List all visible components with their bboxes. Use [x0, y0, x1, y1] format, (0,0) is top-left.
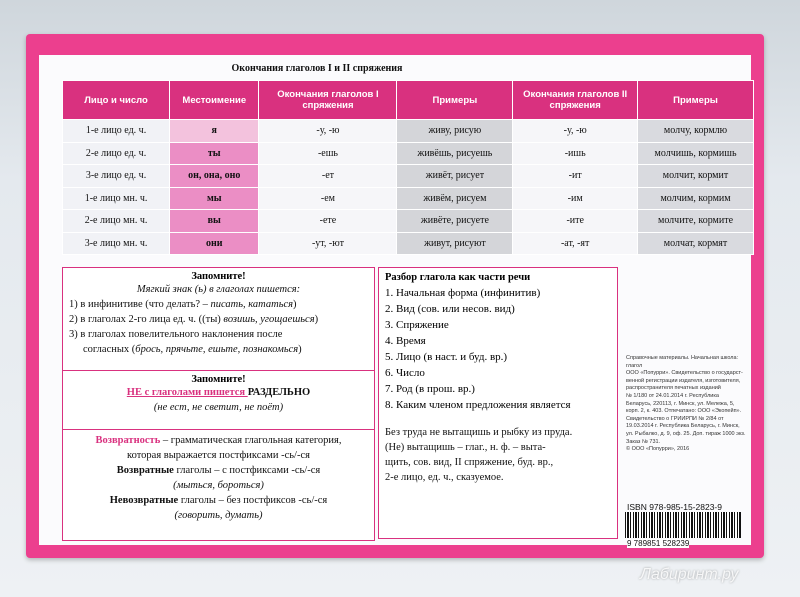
example-line: 2-е лицо, ед. ч., сказуемое.: [385, 472, 504, 483]
list-item: 3. Спряжение: [385, 319, 449, 331]
list-item: 5. Лицо (в наст. и буд. вр.): [385, 351, 508, 363]
cell-example-1: живу, рисую: [397, 120, 513, 143]
soft-sign-rule-1: 1) в инфинитиве (что делать? – писать, кататься): [69, 299, 297, 310]
cell-example-2: молчишь, кормишь: [638, 142, 754, 165]
reflexive-verbs: Возвратные глаголы – с постфиксами -сь/-ся (мыться, бороться): [116, 465, 321, 491]
header-pronoun: Местоимение: [170, 81, 259, 120]
ne-example: (не ест, не светит, не поёт): [153, 402, 284, 413]
cell-example-1: живёшь, рисуешь: [397, 142, 513, 165]
cell-ending-1: -у, -ю: [259, 120, 397, 143]
watermark-logo: Лабиринт.ру: [640, 566, 739, 583]
reflexive-section: [63, 430, 374, 526]
soft-sign-subtitle: Мягкий знак (ь) в глаголах пишется:: [136, 284, 301, 295]
cell-person: 2-е лицо ед. ч.: [63, 142, 170, 165]
cell-example-2: молчит, кормит: [638, 165, 754, 188]
conjugation-table: [62, 80, 754, 255]
cell-example-2: молчите, кормите: [638, 210, 754, 233]
reflexive-definition: Возвратность – грамматическая глагольная категория, которая выражается постфиксами -сь/-ся: [95, 435, 342, 461]
non-reflexive-verbs: Невозвратные глаголы – без постфиксов -сь/-ся (говорить, думать): [109, 495, 328, 521]
cell-pronoun: я: [170, 120, 259, 143]
cell-ending-1: -ешь: [259, 142, 397, 165]
parsing-steps: [385, 285, 611, 413]
cell-person: 1-е лицо мн. ч.: [63, 187, 170, 210]
cell-ending-2: -ат, -ят: [513, 232, 638, 255]
soft-sign-rule-2: 2) в глаголах 2-го лица ед. ч. ((ты) возишь, угощаешься): [69, 314, 319, 325]
cell-example-1: живёт, рисует: [397, 165, 513, 188]
cell-person: 1-е лицо ед. ч.: [63, 120, 170, 143]
remember-heading: Запомните!: [191, 271, 246, 282]
cell-person: 2-е лицо мн. ч.: [63, 210, 170, 233]
barcode-number: 9 789851 528239: [627, 539, 690, 548]
example-line: (Не) вытащишь – глаг., н. ф. – выта-: [385, 442, 546, 453]
example-line: щить, сов. вид, II спряжение, буд. вр.,: [385, 457, 554, 468]
list-item: 2. Вид (сов. или несов. вид): [385, 303, 515, 315]
cell-example-2: молчу, кормлю: [638, 120, 754, 143]
imprint-text: Справочные материалы. Начальная школа: глагол ООО «Попурри». Свидетельство о государст- венной регистрации издателя, изготовителя, распространителя печатных изданий № 1/180 от 24.01.2014 г. Республика Беларусь, 220113, г. Минск, ул. Мележа, 5, корп. 2, к. 403. Отпечатано: ООО «Экопейп». Свидетельство о ГРИИРПИ № 2/84 от 19.03.2014 г. Республика Беларусь, г. Минск, ул. Рыбалко, д. 9, оф. 25. Доп. тираж 1000 экз. Заказ № 731. © ООО «Попурри», 2016: [626, 355, 746, 453]
cell-person: 3-е лицо ед. ч.: [63, 165, 170, 188]
soft-sign-section: [63, 268, 374, 371]
cell-example-1: живём, рисуем: [397, 187, 513, 210]
list-item: 6. Число: [385, 367, 425, 379]
soft-sign-rule-3: 3) в глаголах повелительного наклонения после согласных (брось, прячьте, ешьте, познакомься): [69, 329, 302, 355]
example-line: Без труда не вытащишь и рыбку из пруда.: [385, 427, 573, 438]
table-row: [63, 120, 754, 143]
cell-pronoun: они: [170, 232, 259, 255]
list-item: 7. Род (в прош. вр.): [385, 383, 475, 395]
parsing-example: [385, 425, 611, 485]
reference-card: [39, 55, 751, 548]
list-item: 8. Каким членом предложения является: [385, 399, 571, 411]
cell-ending-2: -ит: [513, 165, 638, 188]
cell-pronoun: вы: [170, 210, 259, 233]
cell-example-2: молчим, кормим: [638, 187, 754, 210]
cell-example-1: живут, рисуют: [397, 232, 513, 255]
table-row: [63, 232, 754, 255]
page-title: Окончания глаголов I и II спряжения: [231, 63, 403, 74]
list-item: 1. Начальная форма (инфинитив): [385, 287, 541, 299]
ne-rule: НЕ с глаголами пишется РАЗДЕЛЬНО: [126, 387, 311, 398]
table-row: [63, 165, 754, 188]
cell-ending-1: -ем: [259, 187, 397, 210]
rules-box: [62, 267, 375, 541]
table-row: [63, 142, 754, 165]
cell-ending-2: -у, -ю: [513, 120, 638, 143]
cell-ending-1: -ут, -ют: [259, 232, 397, 255]
cell-pronoun: ты: [170, 142, 259, 165]
header-person: Лицо и число: [63, 81, 170, 120]
remember-heading: Запомните!: [191, 374, 246, 385]
cell-pronoun: он, она, оно: [170, 165, 259, 188]
cell-ending-1: -ет: [259, 165, 397, 188]
cell-ending-2: -ите: [513, 210, 638, 233]
cell-pronoun: мы: [170, 187, 259, 210]
table-header-row: [63, 81, 754, 120]
cell-person: 3-е лицо мн. ч.: [63, 232, 170, 255]
header-examples-2: Примеры: [638, 81, 754, 120]
cell-example-2: молчат, кормят: [638, 232, 754, 255]
cell-ending-2: -им: [513, 187, 638, 210]
table-row: [63, 210, 754, 233]
cell-ending-2: -ишь: [513, 142, 638, 165]
table-row: [63, 187, 754, 210]
list-item: 4. Время: [385, 335, 426, 347]
header-examples-1: Примеры: [397, 81, 513, 120]
cell-example-1: живёте, рисуете: [397, 210, 513, 233]
barcode-icon: [625, 512, 741, 538]
ne-section: [63, 371, 374, 430]
header-endings-1: Окончания глаголов I спряжения: [259, 81, 397, 120]
isbn-label: ISBN 978-985-15-2823-9: [627, 502, 722, 512]
parsing-heading: Разбор глагола как части речи: [385, 272, 531, 283]
parsing-box: [378, 267, 618, 539]
header-endings-2: Окончания глаголов II спряжения: [513, 81, 638, 120]
cell-ending-1: -ете: [259, 210, 397, 233]
